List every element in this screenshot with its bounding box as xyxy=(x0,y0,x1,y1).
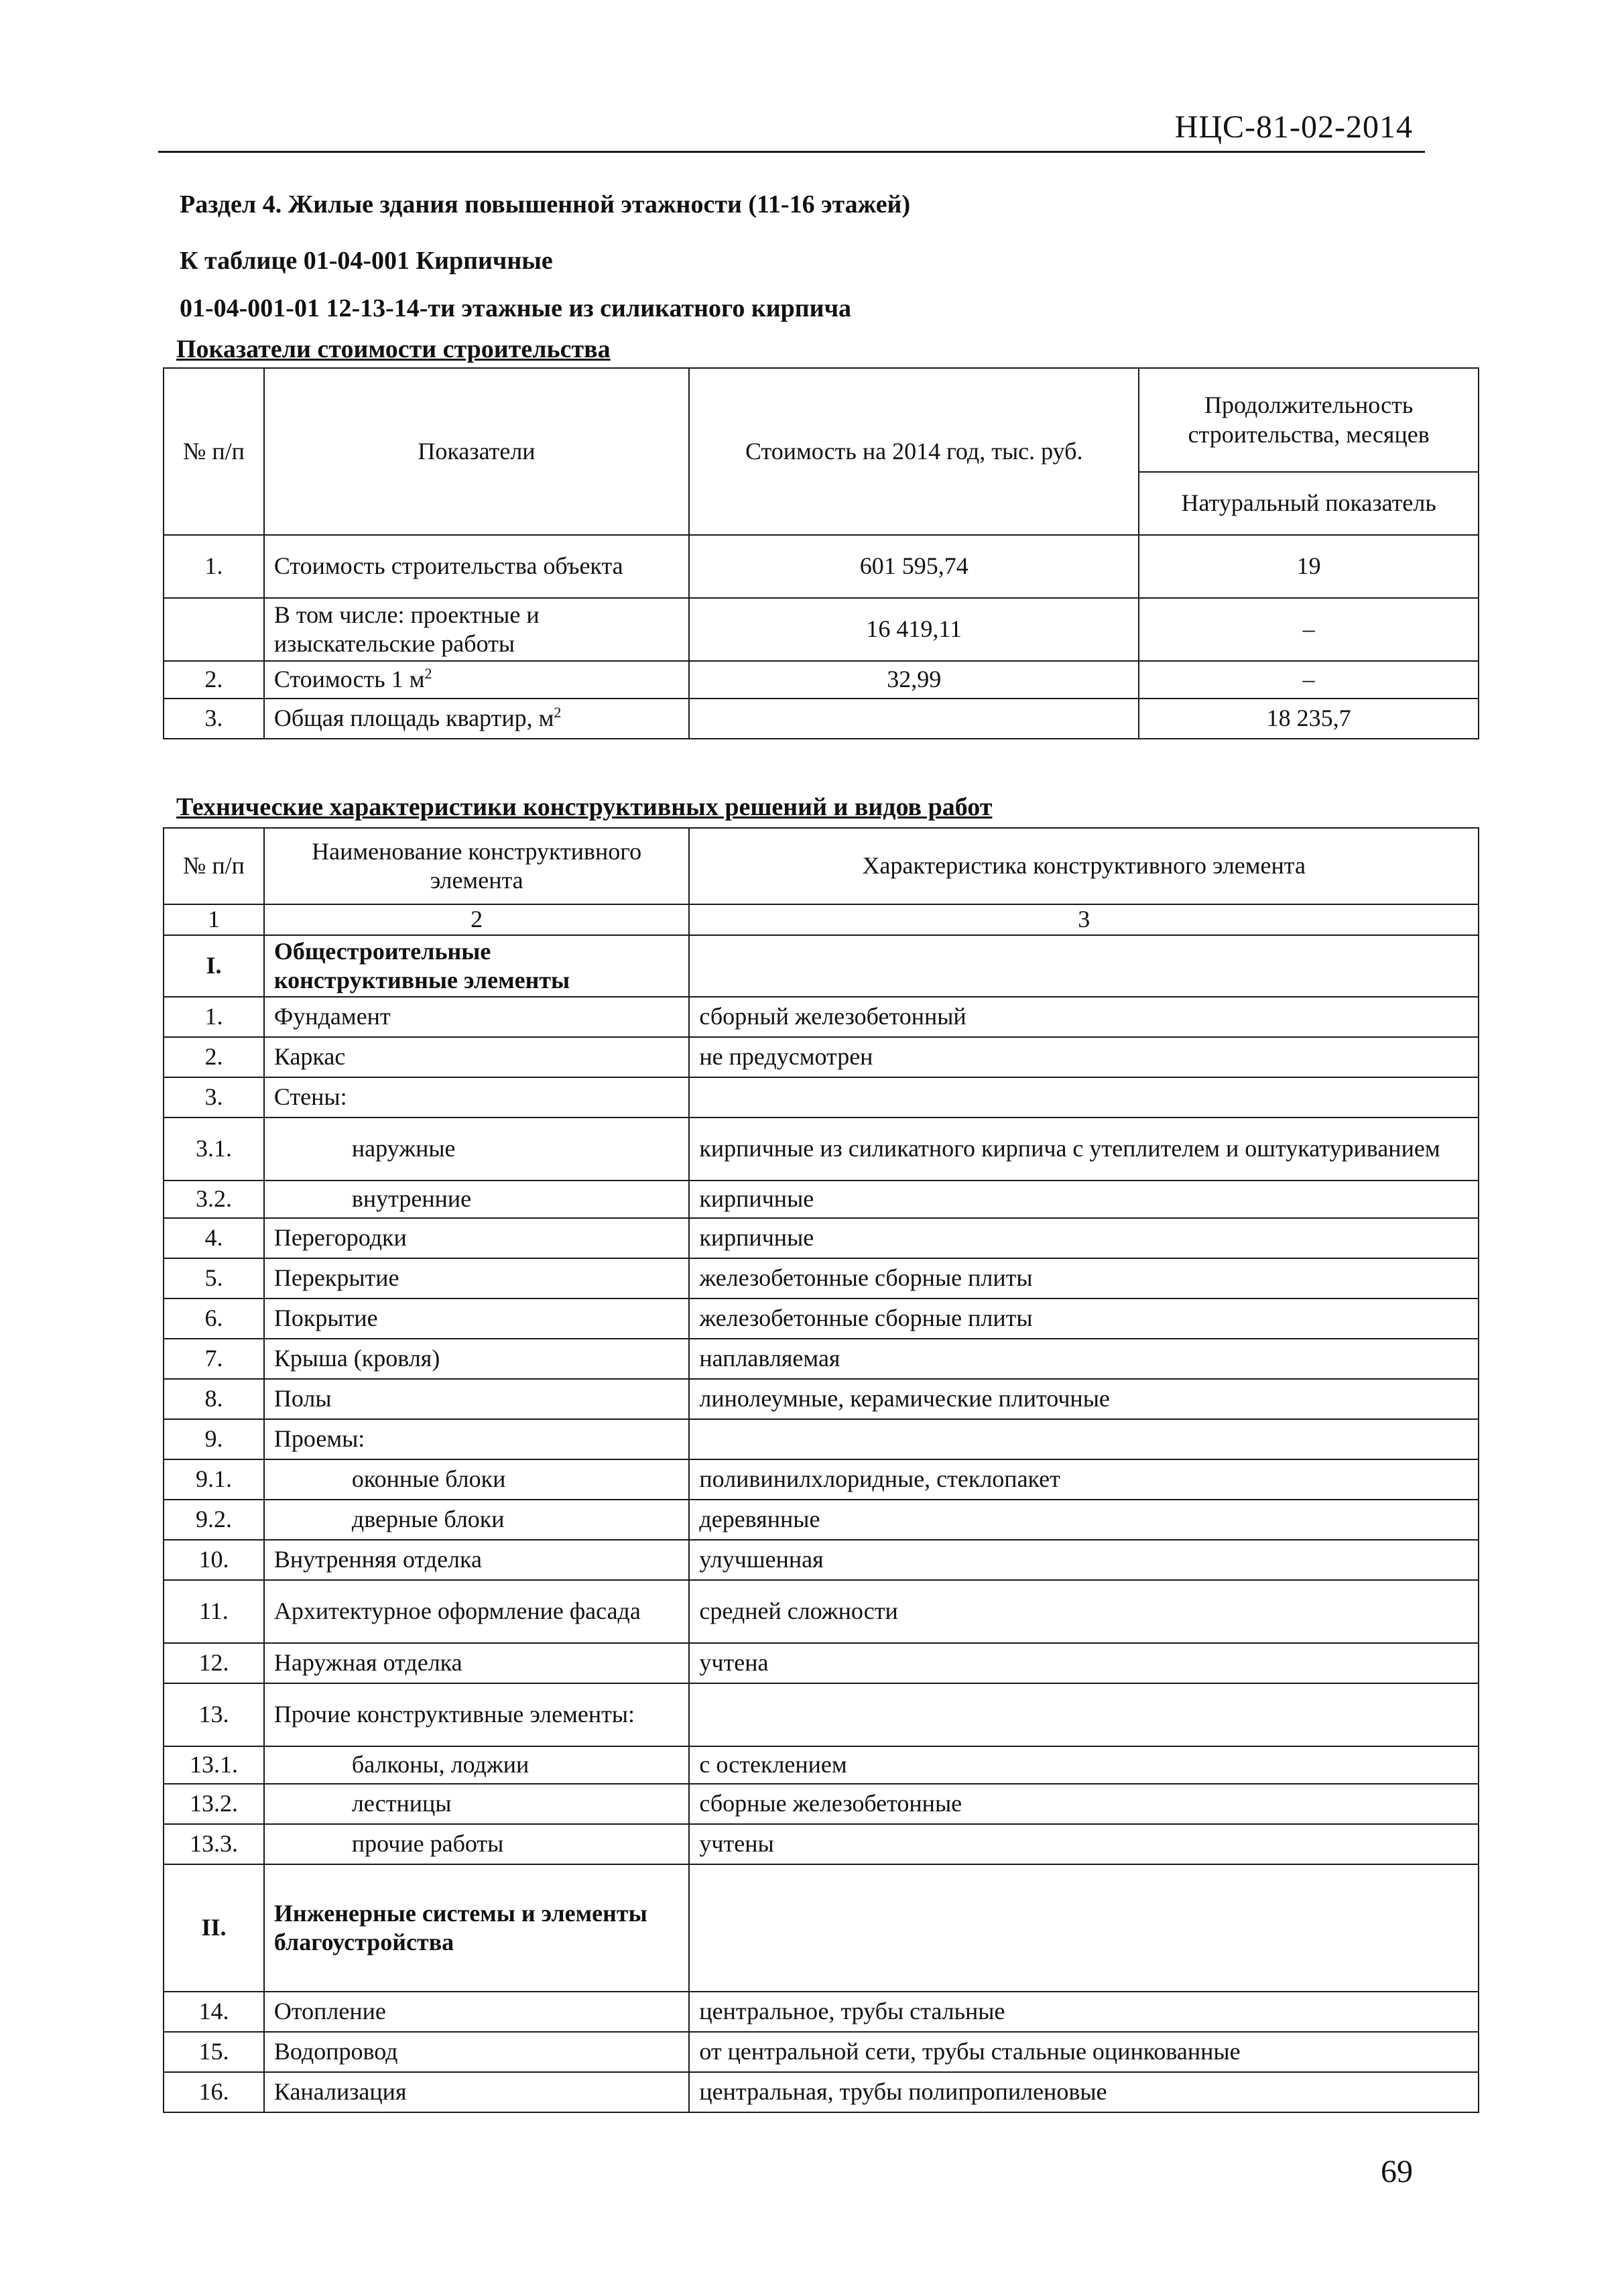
row-element-name: Фундамент xyxy=(264,997,690,1037)
tech-characteristics-table xyxy=(163,827,1479,2113)
row-number: 4. xyxy=(164,1218,264,1258)
row-element-name: Полы xyxy=(264,1379,690,1419)
row-element-name: дверные блоки xyxy=(264,1500,690,1540)
table-row xyxy=(164,1419,1479,1459)
row-cost: 16 419,11 xyxy=(689,598,1139,661)
table-row xyxy=(164,1500,1479,1540)
row-number: 13.2. xyxy=(164,1784,264,1824)
table-row xyxy=(164,1824,1479,1864)
row-number: 15. xyxy=(164,2032,264,2072)
row-number: 1. xyxy=(164,535,264,598)
table-row xyxy=(164,1540,1479,1580)
row-duration: – xyxy=(1139,598,1479,661)
row-number: 3. xyxy=(164,1077,264,1117)
cost-indicators-table xyxy=(163,367,1479,739)
row-number: 9. xyxy=(164,1419,264,1459)
header-element-name: Наименование конструктивного элемента xyxy=(264,828,690,904)
table-row xyxy=(164,1037,1479,1077)
row-number: 12. xyxy=(164,1643,264,1683)
row-characteristic: учтены xyxy=(689,1824,1479,1864)
row-element-name: Архитектурное оформление фасада xyxy=(264,1580,690,1643)
row-element-name: внутренние xyxy=(264,1181,690,1218)
row-cost: 601 595,74 xyxy=(689,535,1139,598)
row-characteristic: кирпичные xyxy=(689,1218,1479,1258)
header-cost: Стоимость на 2014 год, тыс. руб. xyxy=(689,368,1139,535)
header-num: № п/п xyxy=(164,368,264,535)
row-number: 8. xyxy=(164,1379,264,1419)
tech-table-caption: Технические характеристики конструктивных решений и видов работ xyxy=(176,793,993,821)
row-characteristic xyxy=(689,935,1479,997)
row-characteristic: кирпичные xyxy=(689,1181,1479,1218)
table-row xyxy=(164,1459,1479,1500)
row-characteristic: с остеклением xyxy=(689,1746,1479,1784)
row-element-name: лестницы xyxy=(264,1784,690,1824)
row-number: 3.1. xyxy=(164,1117,264,1181)
table-row xyxy=(164,699,1479,739)
row-element-name: Стены: xyxy=(264,1077,690,1117)
row-number: 6. xyxy=(164,1298,264,1339)
row-characteristic: сборный железобетонный xyxy=(689,997,1479,1037)
table-reference: К таблице 01-04-001 Кирпичные xyxy=(180,247,553,275)
superscript: 2 xyxy=(554,704,562,721)
cost-table-caption: Показатели стоимости строительства xyxy=(176,335,611,363)
row-number: 3. xyxy=(164,699,264,739)
row-number: 5. xyxy=(164,1258,264,1298)
row-duration: 19 xyxy=(1139,535,1479,598)
row-indicator xyxy=(264,699,689,739)
subtable-title: 01-04-001-01 12-13-14-ти этажные из силикатного кирпича xyxy=(180,294,852,322)
header-characteristic: Характеристика конструктивного элемента xyxy=(689,828,1479,904)
row-characteristic: железобетонные сборные плиты xyxy=(689,1298,1479,1339)
header-duration: Продолжительность строительства, месяцев xyxy=(1139,368,1479,472)
table-row xyxy=(164,935,1479,997)
row-characteristic: улучшенная xyxy=(689,1540,1479,1580)
table-row xyxy=(164,1298,1479,1339)
row-number: 13. xyxy=(164,1683,264,1746)
table-row xyxy=(164,1379,1479,1419)
row-indicator xyxy=(264,661,689,699)
header-indicator: Показатели xyxy=(264,368,689,535)
row-number: 9.1. xyxy=(164,1459,264,1500)
row-duration: – xyxy=(1139,661,1479,699)
column-number-3: 3 xyxy=(689,904,1479,935)
row-cost xyxy=(689,699,1139,739)
row-characteristic: сборные железобетонные xyxy=(689,1784,1479,1824)
row-characteristic: наплавляемая xyxy=(689,1339,1479,1379)
table-row xyxy=(164,2032,1479,2072)
row-number: 13.1. xyxy=(164,1746,264,1784)
row-characteristic: центральное, трубы стальные xyxy=(689,1992,1479,2032)
header-natural: Натуральный показатель xyxy=(1139,472,1479,535)
row-cost: 32,99 xyxy=(689,661,1139,699)
table-row xyxy=(164,1784,1479,1824)
row-characteristic: кирпичные из силикатного кирпича с утеплителем и оштукатуриванием xyxy=(689,1117,1479,1181)
row-number: 9.2. xyxy=(164,1500,264,1540)
row-number: 2. xyxy=(164,661,264,699)
row-element-name: Наружная отделка xyxy=(264,1643,690,1683)
indicator-text: Стоимость строительства объекта xyxy=(273,552,623,580)
row-characteristic: деревянные xyxy=(689,1500,1479,1540)
row-element-name: оконные блоки xyxy=(264,1459,690,1500)
row-characteristic xyxy=(689,1864,1479,1992)
table-row xyxy=(164,535,1479,598)
row-element-name: Внутренняя отделка xyxy=(264,1540,690,1580)
row-element-name: Крыша (кровля) xyxy=(264,1339,690,1379)
row-element-name: Перекрытие xyxy=(264,1258,690,1298)
row-characteristic: центральная, трубы полипропиленовые xyxy=(689,2072,1479,2112)
row-indicator xyxy=(264,598,689,661)
table-row xyxy=(164,598,1479,661)
row-element-name: Каркас xyxy=(264,1037,690,1077)
indicator-text: В том числе: проектные и изыскательские работы xyxy=(273,601,540,657)
row-number: 3.2. xyxy=(164,1181,264,1218)
table-row xyxy=(164,1683,1479,1746)
row-element-name: прочие работы xyxy=(264,1824,690,1864)
table-row xyxy=(164,1864,1479,1992)
table-row xyxy=(164,661,1479,699)
table-row xyxy=(164,1746,1479,1784)
row-characteristic xyxy=(689,1077,1479,1117)
row-characteristic: не предусмотрен xyxy=(689,1037,1479,1077)
column-number-1: 1 xyxy=(164,904,264,935)
row-characteristic xyxy=(689,1419,1479,1459)
row-indicator xyxy=(264,535,689,598)
table-row xyxy=(164,1339,1479,1379)
row-characteristic xyxy=(689,1683,1479,1746)
row-number: 16. xyxy=(164,2072,264,2112)
row-characteristic: от центральной сети, трубы стальные оцинкованные xyxy=(689,2032,1479,2072)
section-title: Раздел 4. Жилые здания повышенной этажности (11-16 этажей) xyxy=(180,190,911,219)
row-characteristic: железобетонные сборные плиты xyxy=(689,1258,1479,1298)
table-row xyxy=(164,1218,1479,1258)
table-row xyxy=(164,997,1479,1037)
table-row xyxy=(164,2072,1479,2112)
row-duration: 18 235,7 xyxy=(1139,699,1479,739)
row-element-name: Канализация xyxy=(264,2072,690,2112)
row-number: 10. xyxy=(164,1540,264,1580)
table-row xyxy=(164,1580,1479,1643)
header-num: № п/п xyxy=(164,828,264,904)
row-number: 1. xyxy=(164,997,264,1037)
row-number: 14. xyxy=(164,1992,264,2032)
row-element-name: Отопление xyxy=(264,1992,690,2032)
row-characteristic: поливинилхлоридные, стеклопакет xyxy=(689,1459,1479,1500)
row-element-name: Проемы: xyxy=(264,1419,690,1459)
document-code: НЦС-81-02-2014 xyxy=(1174,109,1413,145)
header-rule xyxy=(158,151,1425,153)
row-element-name: Покрытие xyxy=(264,1298,690,1339)
column-number-2: 2 xyxy=(264,904,690,935)
table-row xyxy=(164,1992,1479,2032)
row-element-name: Перегородки xyxy=(264,1218,690,1258)
table-row xyxy=(164,1643,1479,1683)
table-row xyxy=(164,1181,1479,1218)
indicator-text: Общая площадь квартир, м xyxy=(273,705,554,732)
row-characteristic: учтена xyxy=(689,1643,1479,1683)
row-element-name: Водопровод xyxy=(264,2032,690,2072)
indicator-text: Стоимость 1 м xyxy=(273,666,425,693)
row-characteristic: средней сложности xyxy=(689,1580,1479,1643)
row-element-name: балконы, лоджии xyxy=(264,1746,690,1784)
row-element-name: Инженерные системы и элементы благоустройства xyxy=(264,1864,690,1992)
row-element-name: Общестроительные конструктивные элементы xyxy=(264,935,690,997)
row-number xyxy=(164,598,264,661)
page-number: 69 xyxy=(1381,2154,1413,2189)
row-element-name: наружные xyxy=(264,1117,690,1181)
row-characteristic: линолеумные, керамические плиточные xyxy=(689,1379,1479,1419)
row-number: II. xyxy=(164,1864,264,1992)
row-number: 11. xyxy=(164,1580,264,1643)
table-row xyxy=(164,1117,1479,1181)
row-element-name: Прочие конструктивные элементы: xyxy=(264,1683,690,1746)
row-number: 13.3. xyxy=(164,1824,264,1864)
table-row xyxy=(164,1258,1479,1298)
superscript: 2 xyxy=(424,665,432,682)
row-number: I. xyxy=(164,935,264,997)
table-row xyxy=(164,1077,1479,1117)
row-number: 7. xyxy=(164,1339,264,1379)
row-number: 2. xyxy=(164,1037,264,1077)
